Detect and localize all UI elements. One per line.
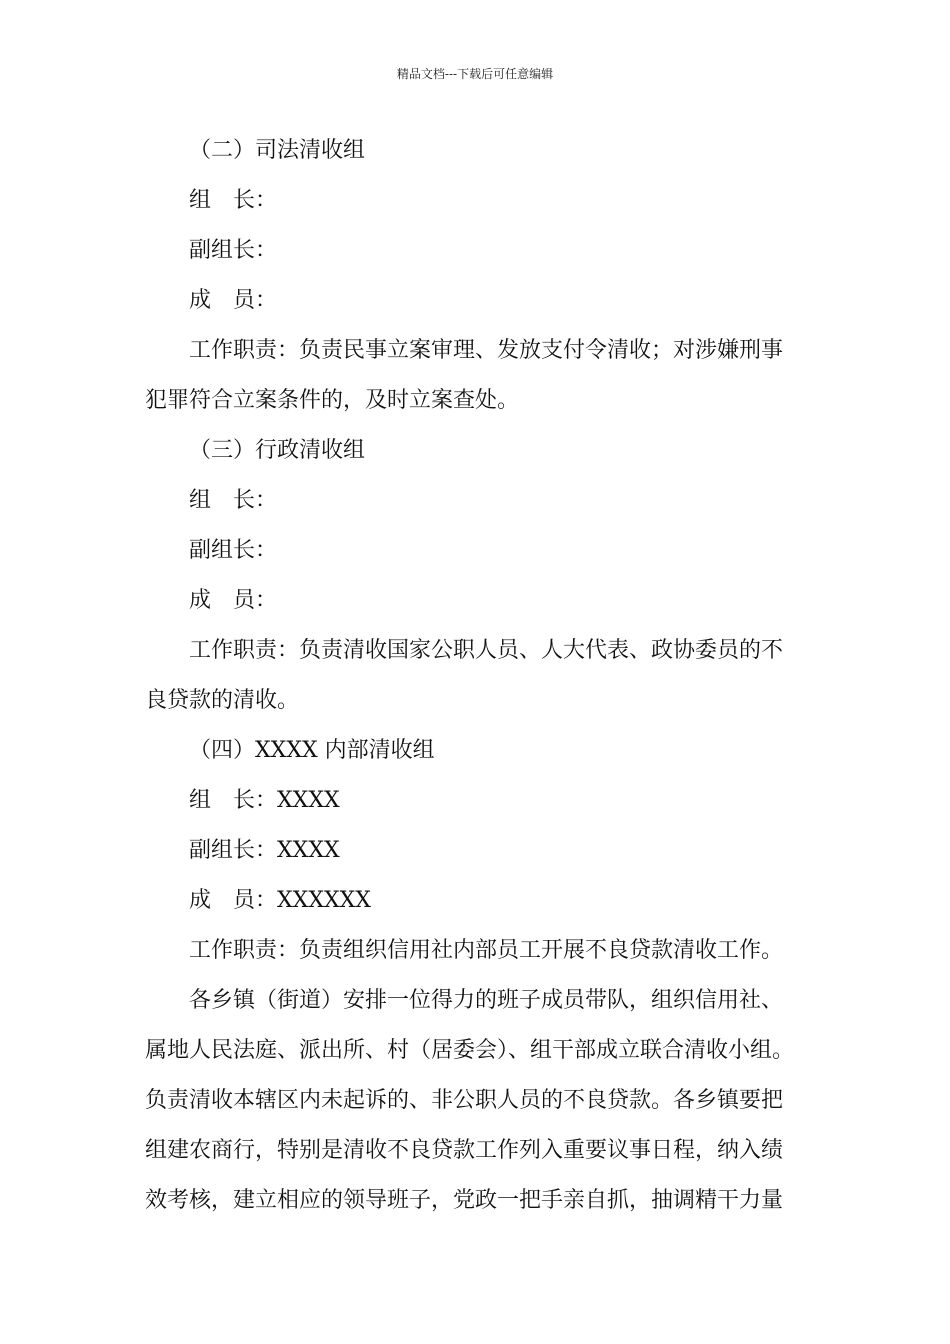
deputy-leader-line: 副组长： [189,538,278,563]
duty-paragraph-line: 工作职责：负责民事立案审理、发放支付令清收；对涉嫌刑事 [189,338,784,363]
body-paragraph-line: 组建农商行，特别是清收不良贷款工作列入重要议事日程，纳入绩 [145,1138,784,1163]
duty-paragraph-line: 良贷款的清收。 [145,688,300,713]
section-heading-internal: （四）XXXX 内部清收组 [189,738,435,763]
section-heading-judicial: （二）司法清收组 [189,138,366,163]
body-paragraph-line: 效考核，建立相应的领导班子，党政一把手亲自抓，抽调精干力量 [145,1188,784,1213]
duty-paragraph-line: 犯罪符合立案条件的，及时立案查处。 [145,388,520,413]
members-line: 成 员： [189,588,278,613]
duty-paragraph-line: 工作职责：负责组织信用社内部员工开展不良贷款清收工作。 [189,938,784,963]
deputy-leader-line: 副组长：XXXX [189,838,340,863]
page-header: 精品文档---下载后可任意编辑 [396,67,554,81]
body-paragraph-line: 各乡镇（街道）安排一位得力的班子成员带队，组织信用社、 [189,988,784,1013]
document-body [145,126,825,1226]
team-leader-line: 组 长：XXXX [189,788,340,813]
duty-paragraph-line: 工作职责：负责清收国家公职人员、人大代表、政协委员的不 [189,638,784,663]
section-heading-administrative: （三）行政清收组 [189,438,366,463]
team-leader-line: 组 长： [189,488,278,513]
members-line: 成 员：XXXXXX [189,888,371,913]
team-leader-line: 组 长： [189,188,278,213]
body-paragraph-line: 属地人民法庭、派出所、村（居委会）、组干部成立联合清收小组。 [145,1038,795,1063]
members-line: 成 员： [189,288,278,313]
deputy-leader-line: 副组长： [189,238,278,263]
body-paragraph-line: 负责清收本辖区内未起诉的、非公职人员的不良贷款。各乡镇要把 [145,1088,784,1113]
